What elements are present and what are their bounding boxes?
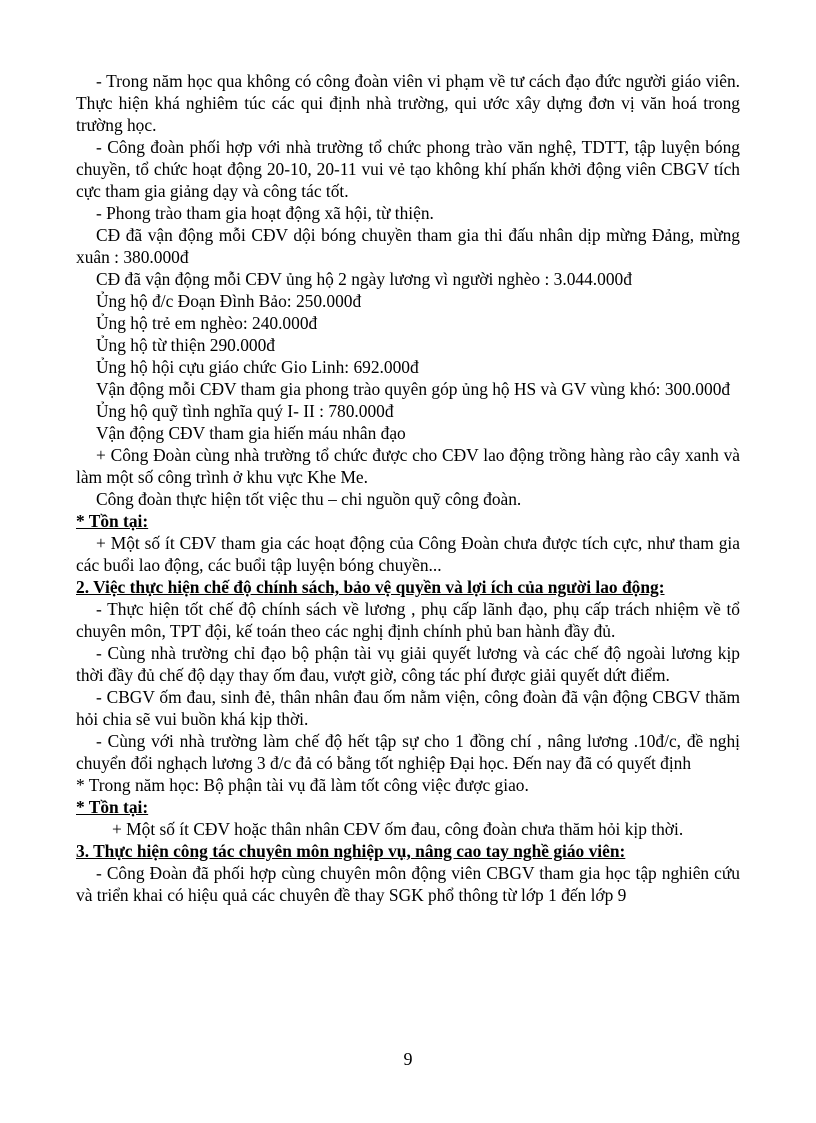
paragraph: - CBGV ốm đau, sinh đẻ, thân nhân đau ốm nằm viện, công đoàn đã vận động CBGV thăm hỏi chia sẽ vui buồn khá kịp thời. — [76, 687, 740, 729]
paragraph: Ủng hộ trẻ em nghèo: 240.000đ — [96, 313, 318, 333]
section-3-heading: 3. Thực hiện công tác chuyên môn nghiệp vụ, nâng cao tay nghề giáo viên: — [76, 841, 626, 861]
paragraph: CĐ đã vận động mỗi CĐV dội bóng chuyền tham gia thi đấu nhân dịp mừng Đảng, mừng xuân : 380.000đ — [76, 225, 740, 267]
paragraph: - Cùng với nhà trường làm chế độ hết tập sự cho 1 đồng chí , nâng lương .10đ/c, đề nghị chuyển đổi nghạch lương 3 đ/c đả có bằng tốt nghiệp Đại học. Đến nay đã có quyết định — [76, 731, 740, 773]
note: * Trong năm học: Bộ phận tài vụ đã làm tốt công việc được giao. — [76, 775, 529, 795]
paragraph: + Công Đoàn cùng nhà trường tổ chức được cho CĐV lao động trồng hàng rào cây xanh và làm một số công trình ở khu vực Khe Me. — [76, 445, 740, 487]
section-2-heading: 2. Việc thực hiện chế độ chính sách, bảo vệ quyền và lợi ích của người lao động: — [76, 577, 665, 597]
ton-tai-text: + Một số ít CĐV tham gia các hoạt động của Công Đoàn chưa được tích cực, như tham gia các buổi lao động, các buổi tập luyện bóng chuyền... — [76, 533, 740, 575]
paragraph: - Thực hiện tốt chế độ chính sách về lương , phụ cấp lãnh đạo, phụ cấp trách nhiệm về tổ chuyên môn, TPT đội, kế toán theo các nghị định chính phủ ban hành đầy đủ. — [76, 599, 740, 641]
paragraph: Vận động mỗi CĐV tham gia phong trào quyên góp ủng hộ HS và GV vùng khó: 300.000đ — [96, 379, 731, 399]
document-page — [76, 70, 740, 906]
paragraph: Ủng hộ quỹ tình nghĩa quý I- II : 780.000đ — [96, 401, 394, 421]
paragraph: - Trong năm học qua không có công đoàn viên vi phạm về tư cách đạo đức người giáo viên. Thực hiện khá nghiêm túc các qui định nhà trường, qui ước xây dựng đơn vị văn hoá trong trường học. — [76, 71, 740, 135]
paragraph: Công đoàn thực hiện tốt việc thu – chi nguồn quỹ công đoàn. — [96, 489, 522, 509]
paragraph: - Cùng nhà trường chỉ đạo bộ phận tài vụ giải quyết lương và các chế độ ngoài lương kịp thời đầy đủ chế độ dạy thay ốm đau, vượt giờ, công tác phí được giải quyết dứt điểm. — [76, 643, 740, 685]
ton-tai-text: + Một số ít CĐV hoặc thân nhân CĐV ốm đau, công đoàn chưa thăm hỏi kịp thời. — [112, 819, 684, 839]
ton-tai-heading: * Tồn tại: — [76, 511, 149, 531]
paragraph: Ủng hộ hội cựu giáo chức Gio Linh: 692.000đ — [96, 357, 419, 377]
paragraph: - Công Đoàn đã phối hợp cùng chuyên môn động viên CBGV tham gia học tập nghiên cứu và triển khai có hiệu quả các chuyên đề thay SGK phổ thông từ lớp 1 đến lớp 9 — [76, 863, 740, 905]
page-number: 9 — [403, 1049, 413, 1069]
paragraph: - Phong trào tham gia hoạt động xã hội, từ thiện. — [96, 203, 434, 223]
paragraph: CĐ đã vận động mỗi CĐV ủng hộ 2 ngày lương vì người nghèo : 3.044.000đ — [96, 269, 632, 289]
paragraph: Vận động CĐV tham gia hiến máu nhân đạo — [96, 423, 406, 443]
paragraph: Ủng hộ đ/c Đoạn Đình Bảo: 250.000đ — [96, 291, 362, 311]
paragraph: Ủng hộ từ thiện 290.000đ — [96, 335, 275, 355]
paragraph: - Công đoàn phối hợp với nhà trường tổ chức phong trào văn nghệ, TDTT, tập luyện bóng chuyền, tổ chức hoạt động 20-10, 20-11 vui vẻ tạo không khí phấn khởi động viên CBGV tích cực tham gia giảng dạy và công tác tốt. — [76, 137, 740, 201]
ton-tai-heading: * Tồn tại: — [76, 797, 149, 817]
